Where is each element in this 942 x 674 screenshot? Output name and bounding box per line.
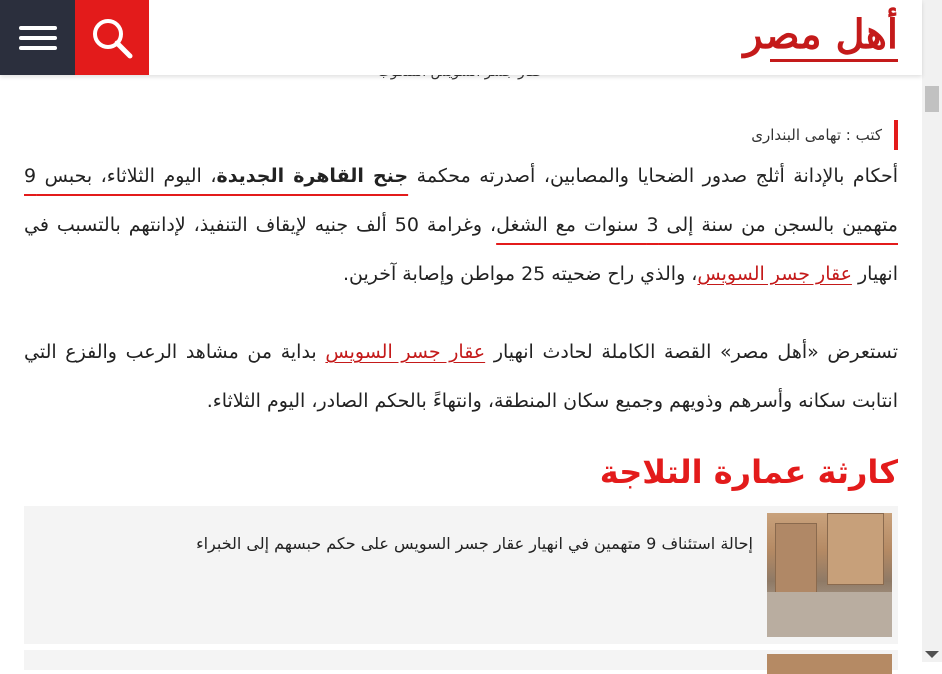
article-paragraph-1 [24,152,898,299]
related-article-card[interactable] [24,506,898,644]
hamburger-line [19,36,57,40]
related-article-image[interactable] [767,513,892,637]
article-paragraph-2 [24,328,898,426]
para1-text-2: ، اليوم الثلاثاء، بحبس 9 متهمين بالسجن من سنة إلى 3 سنوات مع الشغل [24,165,898,236]
court-name: جنح القاهرة الجديدة [216,165,409,187]
logo-text: أهل مصر [743,11,898,58]
article-author: كتب : تهامى البندارى [24,120,898,150]
search-button[interactable] [75,0,149,75]
site-header [0,0,922,75]
para1-text-1: أحكام بالإدانة أثلج صدور الضحايا والمصابين، أصدرته محكمة [408,165,898,187]
related-article-card-2[interactable] [24,650,898,670]
para1-text-4: ، والذي راح ضحيته 25 مواطن وإصابة آخرين. [342,263,698,285]
site-logo[interactable] [743,6,898,66]
logo-underline [770,59,898,62]
search-icon [90,16,134,60]
scrollbar-thumb[interactable] [925,86,939,112]
hamburger-icon [19,26,57,30]
para1-text-3: ، وغرامة 50 ألف جنيه لإيقاف التنفيذ، لإدانتهم بالتسبب في انهيار [24,214,898,285]
page-scrollbar[interactable] [922,0,942,662]
para2-text-2: بداية من مشاهد الرعب والفزع التي انتابت سكانه وأسرهم وذويهم وجميع سكان المنطقة، وانتهاءً بالحكم الصادر، اليوم الثلاثاء. [24,341,898,412]
scroll-down-arrow-icon[interactable] [925,651,939,658]
hamburger-line [19,46,57,50]
para2-text-1: تستعرض «أهل مصر» القصة الكاملة لحادث انهيار [485,341,898,363]
related-article-image-2[interactable] [767,654,892,674]
article-link-suez-building-2[interactable]: عقار جسر السويس [325,341,486,363]
section-title: كارثة عمارة التلاجة [599,453,898,491]
menu-button[interactable] [0,0,75,75]
building-shape [827,513,884,585]
related-article-title[interactable]: إحالة استئناف 9 متهمين في انهيار عقار جسر السويس على حكم حبسهم إلى الخبراء [196,534,753,553]
article-link-suez-building[interactable]: عقار جسر السويس [697,263,852,285]
rubble-shape [767,592,892,637]
